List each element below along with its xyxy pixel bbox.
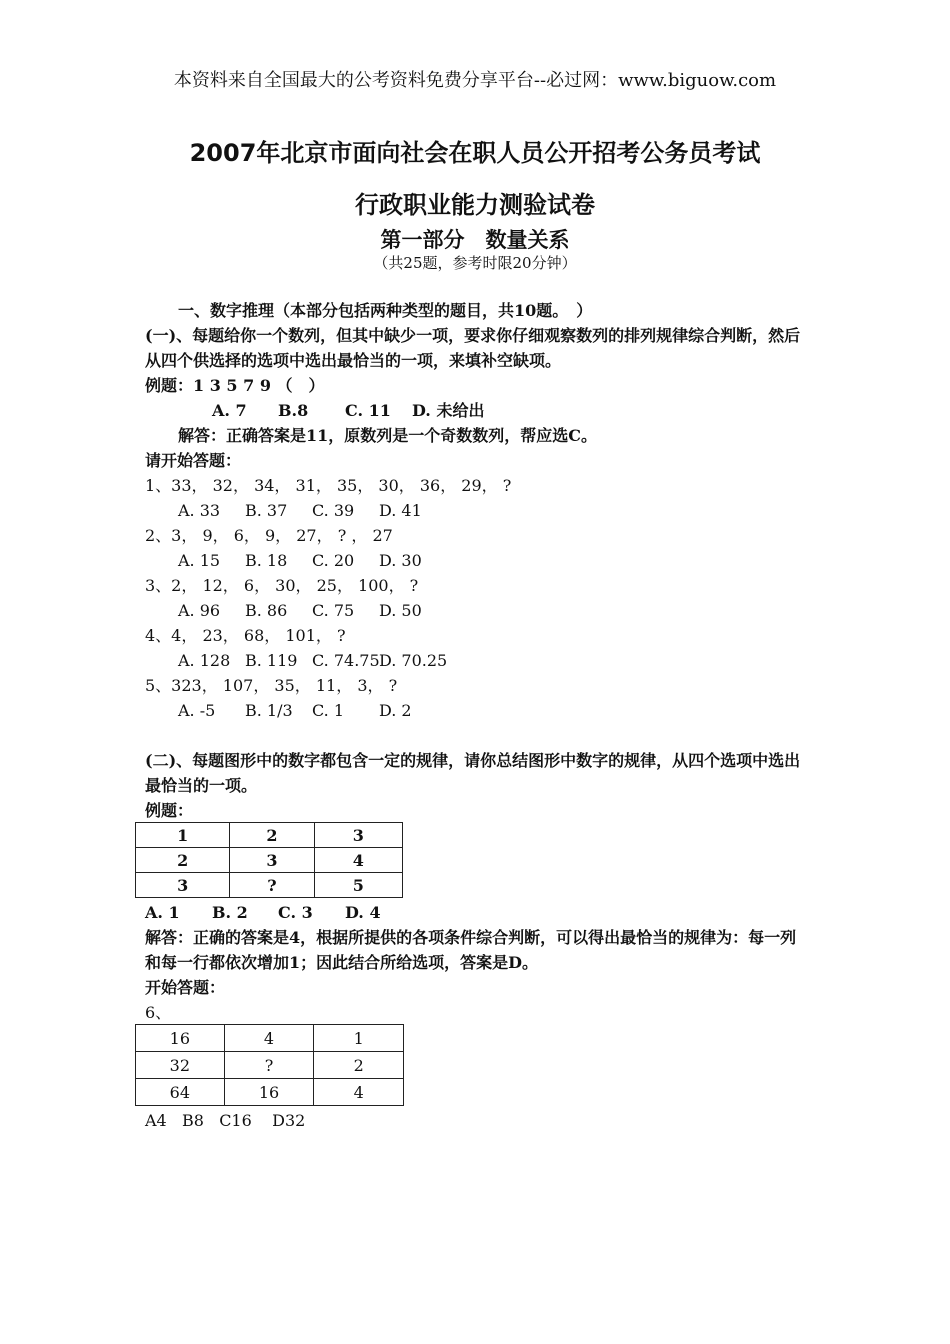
exam-subtitle: 行政职业能力测验试卷 [355, 191, 595, 219]
question-4: 4、4， 23， 68， 101， ? [145, 626, 346, 645]
q5-option-a: A. -5 [178, 701, 216, 720]
example-label-2: 例题： [145, 801, 194, 820]
q5-option-b: B. 1/3 [245, 701, 293, 720]
question-6-label: 6、 [145, 1003, 172, 1022]
table-cell: 1 [136, 823, 230, 848]
question-6-table [135, 1024, 404, 1106]
example2-answer: 解答：正确的答案是4，根据所提供的各项条件综合判断，可以得出最恰当的规律为：每一列和每一行都依次增加1；因此结合所给选项，答案是D。 [145, 928, 797, 972]
q4-option-b: B. 119 [245, 651, 298, 670]
table-cell: 2 [136, 848, 230, 873]
section1-heading: 一、数字推理（本部分包括两种类型的题目，共10题。 ） [178, 301, 593, 320]
q1-option-a: A. 33 [178, 501, 221, 520]
q4-option-c: C. 74.75 [312, 651, 380, 670]
section1-instruction: (一)、每题给你一个数列，但其中缺少一项，要求你仔细观察数列的排列规律综合判断，然后从四个供选择的选项中选出最恰当的一项，来填补空缺项。 [145, 326, 801, 370]
table-cell: 3 [314, 823, 402, 848]
q6-options: A4 B8 C16 D32 [145, 1111, 306, 1130]
example2-option-c: C. 3 [278, 903, 313, 922]
q2-option-c: C. 20 [312, 551, 355, 570]
example-option-d: D. 未给出 [412, 401, 485, 420]
example-table [135, 822, 403, 898]
question-3: 3、2， 12， 6， 30， 25， 100， ? [145, 576, 419, 595]
table-cell: 4 [314, 1079, 404, 1106]
table-cell: 5 [314, 873, 402, 898]
table-cell: 4 [224, 1025, 314, 1052]
table-cell: 1 [314, 1025, 404, 1052]
q1-option-d: D. 41 [379, 501, 422, 520]
question-1: 1、33， 32， 34， 31， 35， 30， 36， 29， ? [145, 476, 512, 495]
q1-option-b: B. 37 [245, 501, 288, 520]
q4-option-d: D. 70.25 [379, 651, 448, 670]
table-cell: 3 [136, 873, 230, 898]
table-cell: 4 [314, 848, 402, 873]
part-title: 第一部分 数量关系 [380, 227, 570, 252]
example-option-c: C. 11 [345, 401, 391, 420]
example-option-a: A. 7 [212, 401, 247, 420]
table-cell: 16 [136, 1025, 225, 1052]
q3-option-b: B. 86 [245, 601, 288, 620]
table-cell: ? [224, 1052, 314, 1079]
question-5: 5、323， 107， 35， 11， 3， ? [145, 676, 398, 695]
q3-option-c: C. 75 [312, 601, 355, 620]
table-cell: 2 [314, 1052, 404, 1079]
table-cell: 3 [230, 848, 314, 873]
example2-option-b: B. 2 [212, 903, 248, 922]
q5-option-d: D. 2 [379, 701, 412, 720]
start-label: 请开始答题： [145, 451, 242, 470]
section2-instruction: (二)、每题图形中的数字都包含一定的规律，请你总结图形中数字的规律，从四个选项中选出最恰当的一项。 [145, 751, 801, 795]
q5-option-c: C. 1 [312, 701, 345, 720]
table-cell: 32 [136, 1052, 225, 1079]
example-option-b: B.8 [278, 401, 309, 420]
table-cell: ? [230, 873, 314, 898]
q4-option-a: A. 128 [178, 651, 231, 670]
example-question: 例题：1 3 5 7 9 （ ） [145, 376, 325, 395]
table-cell: 2 [230, 823, 314, 848]
example2-option-a: A. 1 [145, 903, 180, 922]
start-label-2: 开始答题： [145, 978, 226, 997]
q3-option-d: D. 50 [379, 601, 422, 620]
part-note: （共25题，参考时限20分钟） [373, 254, 577, 272]
table-cell: 64 [136, 1079, 225, 1106]
page-header: 本资料来自全国最大的公考资料免费分享平台--必过网：www.biguow.com [173, 70, 777, 91]
question-2: 2、3， 9， 6， 9， 27， ? ， 27 [145, 526, 393, 545]
q3-option-a: A. 96 [178, 601, 221, 620]
example2-option-d: D. 4 [345, 903, 381, 922]
table-cell: 16 [224, 1079, 314, 1106]
q1-option-c: C. 39 [312, 501, 355, 520]
q2-option-d: D. 30 [379, 551, 422, 570]
q2-option-a: A. 15 [178, 551, 221, 570]
example-answer: 解答：正确答案是11，原数列是一个奇数数列，帮应选C。 [178, 426, 598, 445]
q2-option-b: B. 18 [245, 551, 288, 570]
exam-title: 2007年北京市面向社会在职人员公开招考公务员考试 [189, 139, 761, 167]
